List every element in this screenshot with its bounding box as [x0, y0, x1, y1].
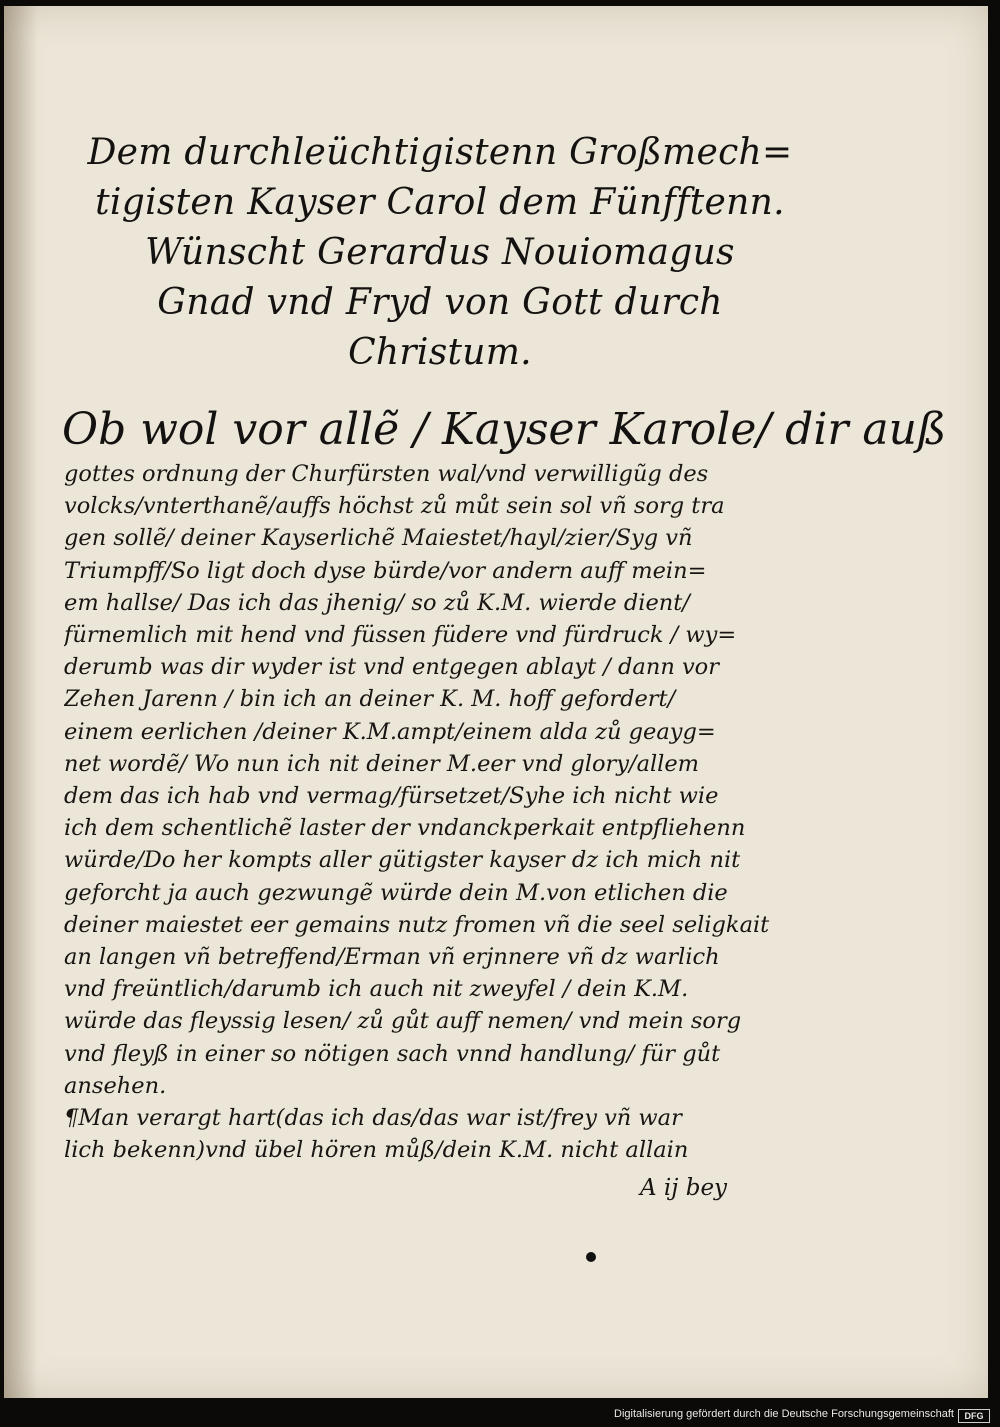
text-line: gottes ordnung der Churfürsten wal/vnd verwilligũg des [64, 461, 709, 487]
text-line: Zehen Jarenn / bin ich an deiner K. M. hoff gefordert/ [64, 686, 676, 713]
text-line: net wordẽ/ Wo nun ich nit deiner M.eer vnd glory/allem [64, 750, 700, 777]
title-line: Gnad vnd Fryd von Gott durch [157, 282, 723, 323]
dedication-title [70, 128, 810, 378]
text-line: würde das fleyssig lesen/ zů gůt auff nemen/ vnd mein sorg [64, 1008, 742, 1035]
text-line: geforcht ja auch gezwungẽ würde dein M.von etlichen die [64, 879, 728, 906]
digitization-credit: Digitalisierung gefördert durch die Deutsche Forschungsgemeinschaft [614, 1408, 954, 1420]
catchword: A ij bey [640, 1175, 728, 1201]
text-line: ich dem schentlichẽ laster der vndanckperkait entpfliehenn [64, 815, 746, 842]
text-line: lich bekenn)vnd übel hören můß/dein K.M. nicht allain [64, 1137, 689, 1164]
title-line: Dem durchleüchtigistenn Großmech= [87, 132, 793, 173]
dfg-logo: DFG [958, 1409, 990, 1423]
title-line: tigisten Kayser Carol dem Fünfftenn. [95, 182, 785, 223]
text-line: vnd freüntlich/darumb ich auch nit zweyfel / dein K.M. [64, 976, 689, 1003]
text-line: em hallse/ Das ich das jhenig/ so zů K.M. wierde dient/ [64, 589, 690, 616]
text-line: gen sollẽ/ deiner Kayserlichẽ Maiestet/hayl/zier/Syg vñ [64, 525, 693, 552]
opening-line: Ob wol vor allẽ / Kayser Karole/ dir auß [62, 404, 947, 455]
title-line: Christum. [348, 332, 532, 373]
text-line: fürnemlich mit hend vnd füssen füdere vnd fürdruck / wy= [64, 622, 737, 649]
text-line: würde/Do her kompts aller gütigster kayser dz ich mich nit [64, 847, 741, 874]
text-line: derumb was dir wyder ist vnd entgegen ablayt / dann vor [64, 654, 719, 681]
body-text [64, 458, 784, 1166]
page-spine-shadow [4, 6, 38, 1398]
title-line: Wünscht Gerardus Nouiomagus [145, 232, 735, 273]
text-line: Triumpff/So ligt doch dyse bürde/vor andern auff mein= [64, 557, 707, 584]
text-line: vnd fleyß in einer so nötigen sach vnnd handlung/ für gůt [64, 1040, 721, 1067]
ink-dot [586, 1252, 596, 1262]
text-line: dem das ich hab vnd vermag/fürsetzet/Syhe ich nicht wie [64, 783, 719, 810]
text-line: ¶Man verargt hart(das ich das/das war ist/frey vñ war [64, 1105, 682, 1132]
text-line: einem eerlichen /deiner K.M.ampt/einem alda zů geayg= [64, 718, 716, 745]
text-line: deiner maiestet eer gemains nutz fromen vñ die seel seligkait [64, 911, 770, 938]
text-line: ansehen. [64, 1072, 167, 1099]
text-line: an langen vñ betreffend/Erman vñ erjnnere vñ dz warlich [64, 944, 720, 971]
text-line: volcks/vnterthanẽ/auffs höchst zů můt sein sol vñ sorg tra [64, 493, 725, 520]
